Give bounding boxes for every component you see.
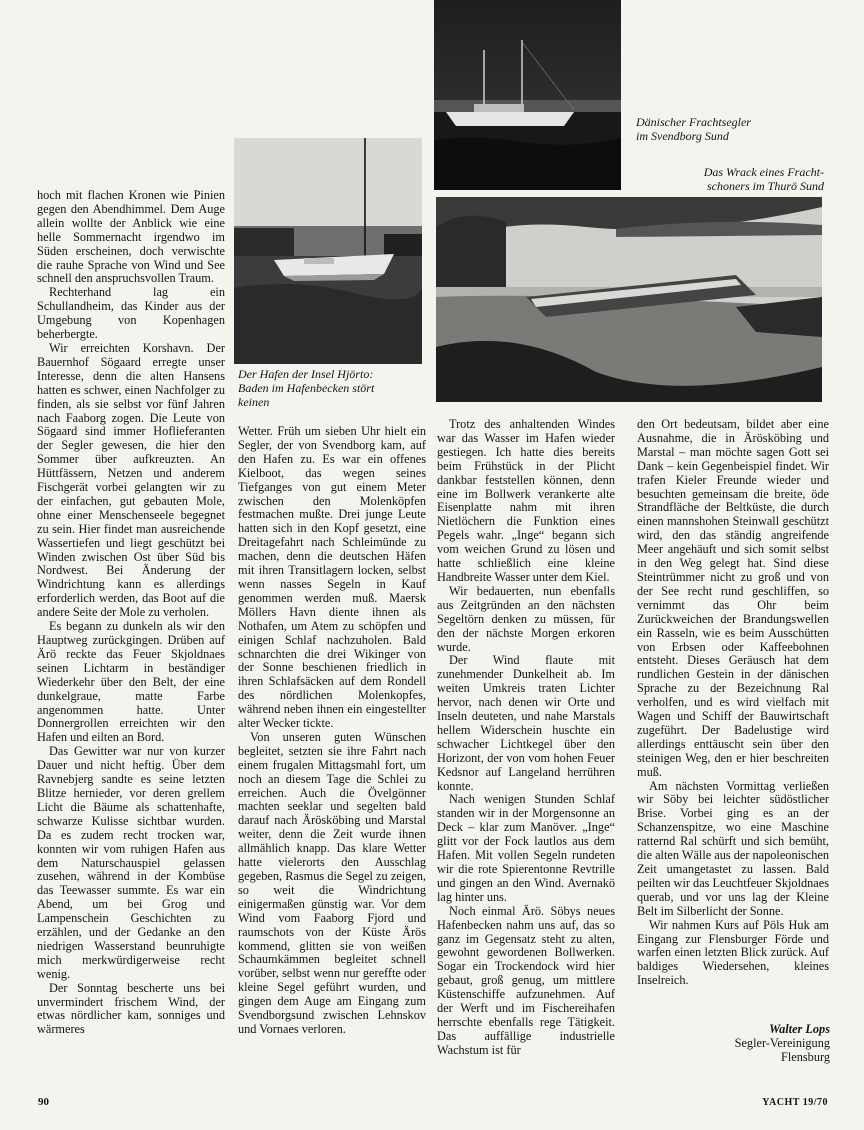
author-org: Segler-Vereinigung [734, 1036, 830, 1050]
author-city: Flensburg [781, 1050, 830, 1064]
paragraph: Wetter. Früh um sieben Uhr hielt ein Segler, der von Svendborg kam, auf den Hafen zu. Es war ein offenes Kielboot, das wegen seines Tiefganges von gut einem Meter zwischen den Molenköpfen festmachen mußte. Drei junge Leute hatten sich in den Kopf gesetzt, eine Dreitagefahrt nach Schleimünde zu machen, denn die deutschen Häfen mit ihren Transitlagern locken, selbst wenn nasses Segeln in Kauf genommen werden muß. Maersk Möllers Havn diente ihnen als Nothafen, um Atem zu schöpfen und einigen Schlaf nachzuholen. Bald schnarchten die drei Wikinger von der Sonne beschienen friedlich in ihren Schlafsäcken auf dem Rondell des nördlichen Molenkopfes, während neben ihnen ein eingestellter alter Wecker tickte. [238, 425, 426, 731]
paragraph: Nach wenigen Stunden Schlaf standen wir in der Morgensonne an Deck – klar zum Manöver. „Inge“ glitt vor der Fock lautlos aus dem Hafen. Mit vollen Segeln rundeten wir die rote Spierentonne Revtrille und gingen an den Wind. Avernakö lag hinter uns. [437, 792, 615, 904]
issue-label: YACHT 19/70 [762, 1097, 828, 1108]
paragraph: Von unseren guten Wünschen begleitet, setzten sie ihre Fahrt nach einem frugalen Mittagsmahl fort, um noch an diesem Tage die Schlei zu erreichen. Auch die Övelgönner machten seeklar und segelten bald darauf nach Ärösköbing und Marstal weiter, denn die Zeit wurde ihnen allmählich knapp. Das klare Wetter hatte vielerorts den Ausschlag gegeben, Rasmus die Segel zu zeigen, so weit die Windrichtung einigermaßen günstig war. Vor dem Wind vom Faaborg Fjord und raumschots von der Küste Ärös kommend, glitten sie von weißen Schaumkämmen begleitet schnell vorüber, selbst wenn nur gereffte oder kleine Segel geführt wurden, und gingen dem Auge am Eingang zum Svendborgsund zwischen Lehnskov und Vornaes verloren. [238, 729, 426, 1036]
photo-wreck [436, 197, 822, 402]
paragraph: Der Wind flaute mit zunehmender Dunkelheit ab. Im weiten Umkreis traten Lichter hervor, nach denen wir Orte und Inseln deuteten, und nahe Marstals hellem Widerschein huschte ein schwacher Lichtkegel über den Horizont, der von vom hohen Feuer Kedsnor auf Langeland herrühren konnte. [437, 653, 615, 793]
column-3 [437, 418, 615, 1090]
caption-wreck: Das Wrack eines Fracht- schoners im Thurö Sund [703, 165, 824, 193]
photo-harbor [234, 138, 422, 364]
column-2 [238, 425, 426, 1090]
paragraph: hoch mit flachen Kronen wie Pinien gegen den Abendhimmel. Dem Auge allein wollte der Anblick wie eine helle Sommernacht irgendwo im Süden erscheinen, doch verwischte die rauhe Sprache von Wind und See schnell den anspruchsvollen Traum. [37, 189, 225, 286]
caption-harbor: Der Hafen der Insel Hjörto: Baden im Hafenbecken stört keinen [238, 367, 375, 409]
caption-sailboat: Dänischer Frachtsegler im Svendborg Sund [636, 115, 751, 143]
paragraph: Der Sonntag bescherte uns bei unvermindert frischem Wind, der etwas nördlicher kam, sonniges und wärmeres [37, 980, 225, 1037]
photo-sailboat [434, 0, 621, 190]
paragraph: Wir bedauerten, nun ebenfalls aus Zeitgründen an den nächsten Segeltörn denken zu müssen, für den der nächste Morgen erkoren wurde. [437, 583, 615, 654]
paragraph: Wir nahmen Kurs auf Pöls Huk am Eingang zur Flensburger Förde und warfen einen letzten Blick zurück. Auf baldiges Wiedersehen, kleines Inselreich. [637, 917, 829, 988]
author-name: Walter Lops [769, 1022, 830, 1036]
paragraph: den Ort bedeutsam, bildet aber eine Ausnahme, die in Ärösköbing und Marstal – man möchte sagen Gott sei Dank – kein Gegenbeispiel findet. Wir trafen Kieler Freunde wieder und besuchten gemeinsam die breite, öde Strandfläche der Beltküste, die durch einen mannshohen Steinwall geschützt wird, den das ständig angreifende Meer angehäuft und sich somit selbst in den Weg gelegt hat. Sind diese Steintrümmer nicht zu groß und von der See recht rund geschliffen, so vernimmt das Ohr beim Zurückweichen der Brandungswellen ein Rasseln, wie es beim Ausschütten von Erbsen oder Kaffeebohnen entsteht. Dieses Geräusch hat dem rundlichen Gestein in der dänischen Sprache zu der Bezeichnung Ral verholfen, und es wird vielfach mit Wagen und Schiff der Bauwirtschaft zugeführt. Der Badelustige wird allerdings enttäuscht sein über den steinigen Weg, den er hier beschreiten muß. [637, 418, 829, 779]
paragraph: Das Gewitter war nur von kurzer Dauer und nicht heftig. Über dem Ravnebjerg sandte es seine letzten Blitze hernieder, vor deren grellem Licht die Bäume als schattenhafte, schwarze Kulisse sichtbar wurden. Da es zudem recht trocken war, konnten wir vom ruhigen Hafen aus dem Naturschauspiel gelassen zusehen, während in der Kombüse das Teewasser summte. Es war ein Abend, um bei Grog und Lampenschein Geschichten zu erzählen, und der Gedanke an den niedrigen Wasserstand beunruhigte mich merkwürdigerweise recht wenig. [37, 744, 225, 981]
author-signature [640, 1022, 830, 1064]
paragraph: Am nächsten Vormittag verließen wir Söby bei leichter südöstlicher Brise. Vorbei ging es an der Schanzenspitze, wo eine Maschine ratternd Ral schürft und sich bemüht, die alten Wälle aus der napoleonischen Zeit umangetastet zu lassen. Bald peilten wir das Leuchtfeuer Skjoldnaes querab, und vor uns lag der Kleine Belt im Silberlicht der Sonne. [637, 778, 829, 918]
page-number: 90 [38, 1096, 49, 1108]
paragraph: Rechterhand lag ein Schullandheim, das Kinder aus der Umgebung von Kopenhagen beherbergte. [37, 285, 225, 342]
paragraph: Noch einmal Ärö. Söbys neues Hafenbecken nahm uns auf, das so ganz im Gegensatz steht zu alten, gewohnt gewordenen Bollwerken. Sogar ein Trockendock wird hier gebaut, groß genug, um mittlere Küstenschiffe aufzunehmen. Auf der Werft und im Fischereihafen herrschte ebenfalls rege Tätigkeit. Das auffällige industrielle Wachstum ist für [437, 903, 615, 1057]
paragraph: Es begann zu dunkeln als wir den Hauptweg zurückgingen. Drüben auf Ärö reckte das Feuer Skjoldnaes seinen Lichtarm in beständiger Wiederkehr über den Belt, der eine dunkelgraue, matte Farbe angenommen hatte. Unter Donnergrollen erreichten wir den Hafen und eilten an Bord. [37, 619, 225, 745]
paragraph: Trotz des anhaltenden Windes war das Wasser im Hafen wieder gestiegen. Ich hatte dies bereits beim Frühstück in der Plicht dankbar feststellen können, denn eine im Bollwerk verankerte alte Eisenplatte nahm mit ihren Nietlöchern die Funktion eines Pegels wahr. „Inge“ begann sich vom weichen Grund zu lösen und hatte schließlich eine kleine Handbreite Wasser unter dem Kiel. [437, 418, 615, 584]
column-4 [637, 418, 829, 1018]
paragraph: Wir erreichten Korshavn. Der Bauernhof Sögaard erregte unser Interesse, denn die alten Hansens hatten es schwer, einen Nachfolger zu finden, als sie selbst vor fünf Jahren nach Faaborg zogen. Die Leute von Sögaard sind immer Hoflieferanten der Segler gewesen, die hier den Sommer über aufkreuzten. An Hüttfässern, Netzen und anderem Fischgerät vorbei gelangten wir zu der einfachen, gut gebauten Mole, ohne einer Menschenseele begegnet zu sein. Hier findet man ausreichende Wassertiefen und liegt geschützt bei Winden zwischen Ost über Süd bis Nordwest. Bei Änderung der Windrichtung kann es allerdings erforderlich werden, das Boot auf die andere Seite der Mole zu verholen. [37, 340, 225, 620]
column-1 [37, 189, 225, 1076]
